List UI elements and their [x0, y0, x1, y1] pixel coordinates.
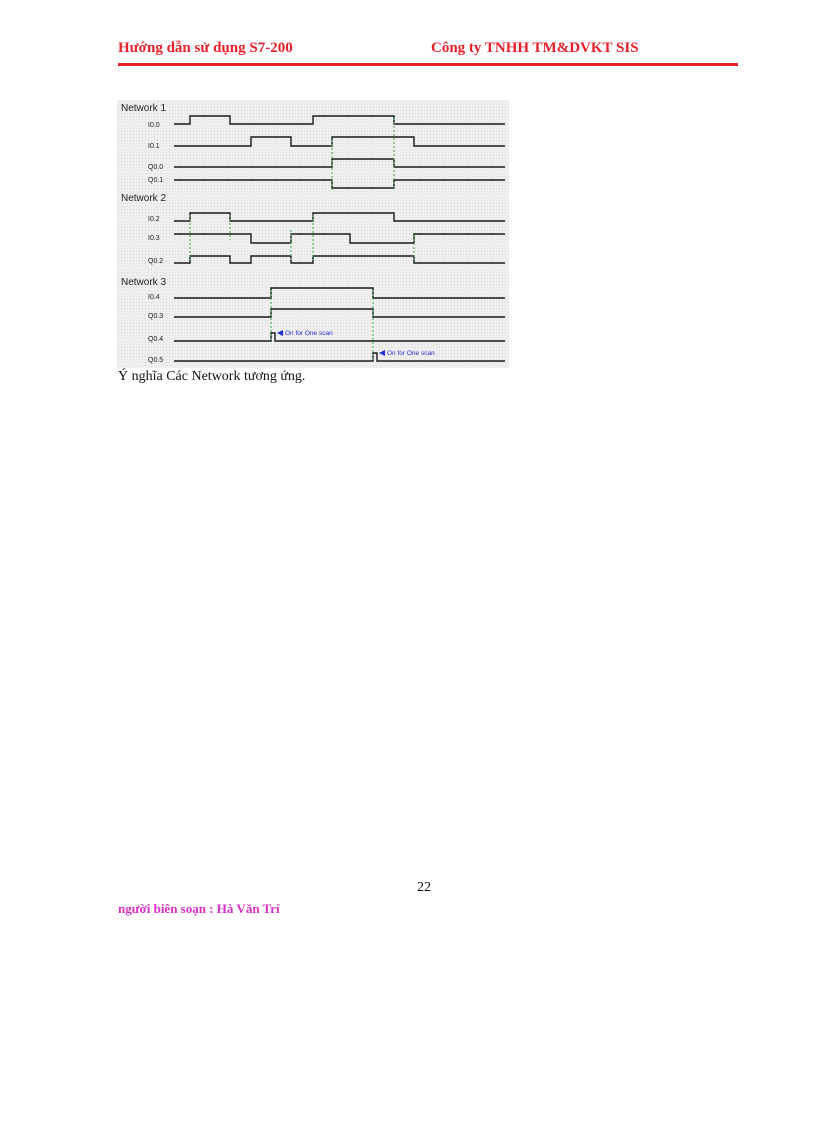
signal-label-q0-2: Q0.2 — [148, 258, 164, 265]
waveform-i0-3 — [174, 234, 505, 243]
arrow-left-icon — [277, 330, 283, 336]
page-header — [118, 40, 738, 66]
network-1-title: Network 1 — [121, 103, 167, 114]
waveform-i0-2 — [174, 213, 505, 221]
annotation-one-scan-q0-5: On for One scan — [387, 350, 435, 357]
header-rule — [118, 63, 738, 66]
waveform-q0-0 — [174, 159, 505, 167]
waveform-i0-4 — [174, 288, 505, 298]
annotation-q0-4-group — [277, 330, 333, 337]
header-manual-title: Hướng dẫn sử dụng S7-200 — [118, 40, 293, 56]
signal-label-q0-4: Q0.4 — [148, 336, 164, 343]
waveform-q0-5 — [174, 353, 505, 361]
signal-label-i0-3: I0.3 — [148, 235, 160, 242]
signal-label-q0-5: Q0.5 — [148, 357, 164, 364]
signal-label-q0-0: Q0.0 — [148, 164, 164, 171]
signal-label-q0-1: Q0.1 — [148, 177, 164, 184]
network-2-title: Network 2 — [121, 193, 167, 204]
footer-author: người biên soạn : Hà Văn Trí — [118, 901, 280, 916]
waveform-q0-2 — [174, 256, 505, 263]
waveform-i0-0 — [174, 116, 505, 124]
waveform-q0-1 — [174, 180, 505, 188]
waveform-q0-3 — [174, 309, 505, 317]
annotation-q0-5-group — [379, 350, 435, 357]
waveform-q0-4 — [174, 333, 505, 341]
signal-label-i0-2: I0.2 — [148, 216, 160, 223]
signal-label-q0-3: Q0.3 — [148, 313, 164, 320]
arrow-left-icon — [379, 350, 385, 356]
waveform-i0-1 — [174, 137, 505, 146]
signal-label-i0-0: I0.0 — [148, 122, 160, 129]
annotation-one-scan-q0-4: On for One scan — [285, 330, 333, 337]
page-number: 22 — [417, 880, 431, 895]
timing-diagram-svg — [117, 100, 509, 368]
network-3-title: Network 3 — [121, 277, 167, 288]
signal-label-i0-1: I0.1 — [148, 143, 160, 150]
timing-diagram — [117, 100, 509, 368]
figure-caption: Ý nghĩa Các Network tương ứng. — [118, 369, 306, 384]
header-company-name: Công ty TNHH TM&DVKT SIS — [431, 40, 639, 56]
signal-label-i0-4: I0.4 — [148, 294, 160, 301]
